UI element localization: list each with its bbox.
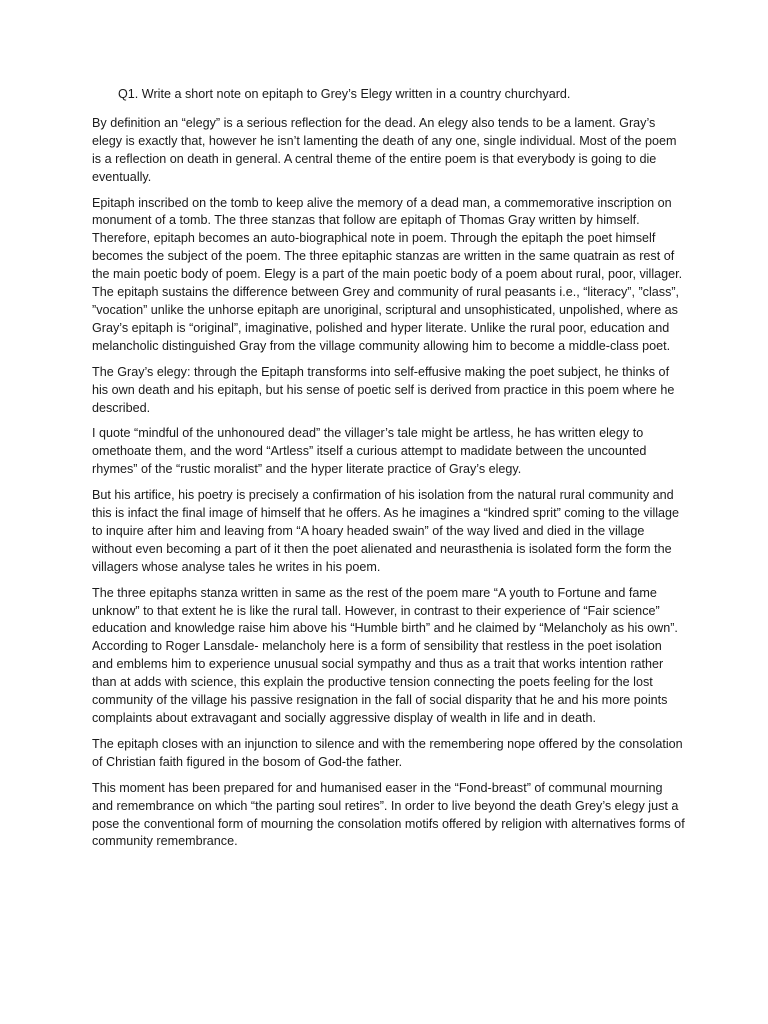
paragraph-self-effusive: The Gray’s elegy: through the Epitaph transforms into self-effusive making the poet subject, he thinks of his own death and his epitaph, but his sense of poetic self is derived from practice in this poem where he described. [92, 364, 675, 415]
paragraph-artifice-isolation: But his artifice, his poetry is precisely a confirmation of his isolation from the natural rural community and this is infact the final image of himself that he offers. As he imagines a “kindred sprit” coming to the village to inquire after him and leaving from “A hoary headed swain” of the way lived and died in the village without even becoming a part of it then the poet alienated and neurasthenia is isolated form the form the villagers whose analyse tales he writes in his poem. [92, 488, 680, 574]
document-page [92, 86, 686, 859]
paragraph-injunction-silence: The epitaph closes with an injunction to silence and with the remembering nope offered by the consolation of Christian faith figured in the bosom of God-the father. [92, 736, 683, 769]
paragraph-quote-unhonoured-dead: I quote “mindful of the unhonoured dead” the villager’s tale might be artless, he has written elegy to omethoate them, and the word “Artless” itself a curious attempt to madidate between the uncounted rhymes” of the “rustic moralist” and the hyper literate practice of Gray’s elegy. [92, 426, 647, 477]
paragraph-communal-mourning: This moment has been prepared for and humanised easer in the “Fond-breast” of communal mourning and remembrance on which “the parting soul retires”. In order to live beyond the death Grey’s elegy just a pose the conventional form of mourning the consolation motifs offered by religion with alternatives forms of community remembrance. [92, 780, 685, 849]
paragraph-epitaph-inscription: Epitaph inscribed on the tomb to keep alive the memory of a dead man, a commemorative inscription on monument of a tomb. The three stanzas that follow are epitaph of Thomas Gray written by himself. Therefore, epitaph becomes an auto-biographical note in poem. Through the epitaph the poet himself becomes the subject of the poem. The three epitaphic stanzas are written in the same quatrain as rest of the main poetic body of poem. Elegy is a part of the main poetic body of a poem about rural, poor, villager. The epitaph sustains the difference between Grey and community of rural peasants i.e., “literacy”, ”class”, ”vocation” unlike the unhorse epitaph are unoriginal, scriptural and unsophisticated, unpolished, where as Gray’s epitaph is “original”, imaginative, polished and hyper literate. Unlike the rural poor, education and melancholic distinguished Gray from the village community allowing him to become a middle-class poet. [92, 195, 683, 353]
paragraph-three-epitaph-stanzas: The three epitaphs stanza written in same as the rest of the poem mare “A youth to Fortune and fame unknow” to that extent he is like the rural tall. However, in contrast to their experience of “Fair science” education and knowledge raise him above his “Humble birth” and he claimed by “Melancholy as his own”. According to Roger Lansdale- melancholy here is a form of sensibility that restless in the poet isolation and emblems him to experience unusual social sympathy and thus as a trait that works intention rather than at adds with science, this explain the productive tension connecting the poets feeling for the lost community of the village his passive resignation in the fall of social disparity that he and his more points complaints about extravagant and socially aggressive display of wealth in life and in death. [92, 585, 678, 725]
question-heading: Q1. Write a short note on epitaph to Grey’s Elegy written in a country churchyard. [118, 87, 571, 101]
paragraph-elegy-definition: By definition an “elegy” is a serious reflection for the dead. An elegy also tends to be a lament. Gray’s elegy is exactly that, however he isn’t lamenting the death of any one, single individual. Most of the poem is a reflection on death in general. A central theme of the entire poem is that everybody is going to die eventually. [92, 115, 677, 184]
